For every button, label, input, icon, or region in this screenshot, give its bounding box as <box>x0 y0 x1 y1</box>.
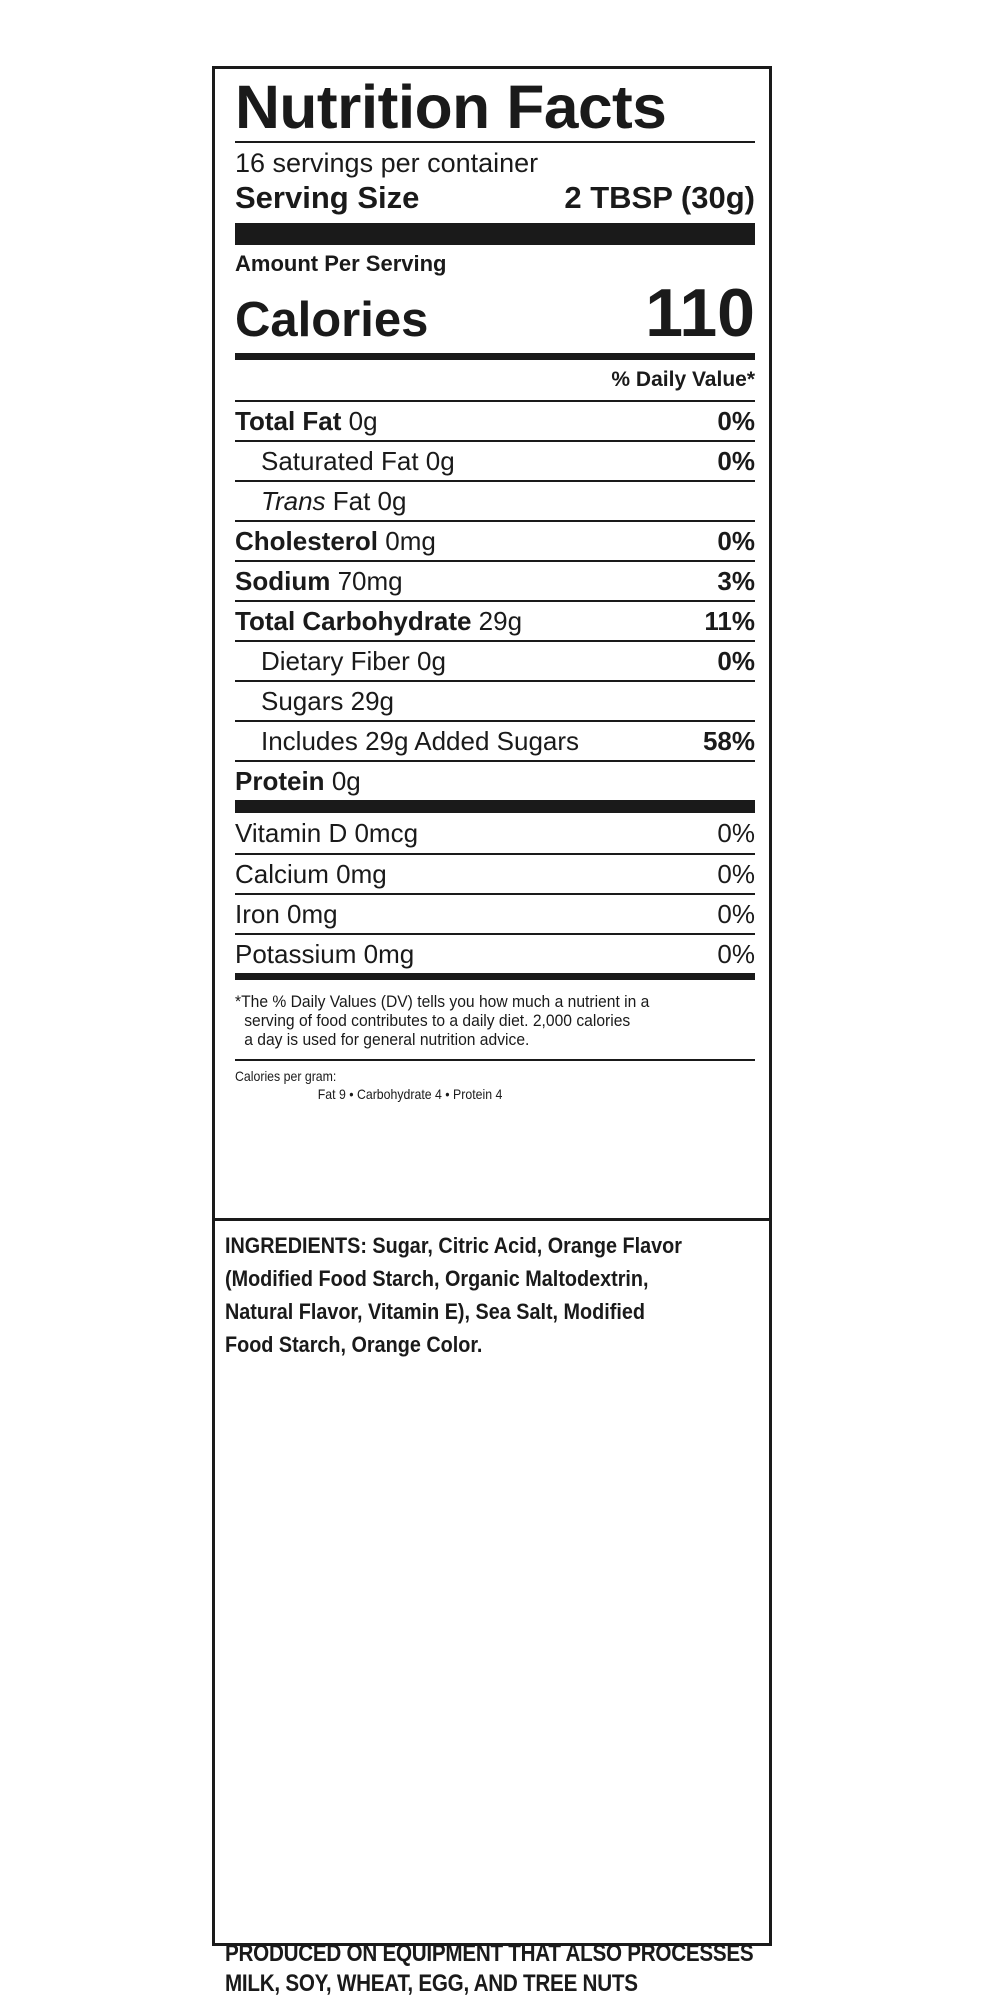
medium-divider <box>235 353 755 360</box>
allergen-statement <box>225 1939 754 1999</box>
nutrient-dv: 11% <box>704 605 755 636</box>
nutrient-amount: 29g <box>478 605 523 636</box>
nutrient-dv: 0% <box>717 445 755 476</box>
nutrient-row-sugars <box>235 680 755 720</box>
nutrient-row-protein <box>235 760 755 800</box>
daily-value-header: % Daily Value* <box>611 368 755 391</box>
vitamin-row-potassium <box>235 933 755 973</box>
calories-label: Calories <box>235 293 429 347</box>
footnote-line: serving of food contributes to a daily diet. 2,000 calories <box>244 1011 631 1030</box>
nutrient-row-cholesterol <box>235 520 755 560</box>
nutrient-amount: 0g <box>331 765 361 796</box>
footnote-line: a day is used for general nutrition advice. <box>244 1030 530 1049</box>
nutrient-row-total-fat <box>235 400 755 440</box>
vitamin-row-calcium <box>235 853 755 893</box>
allergen-line: MILK, SOY, WHEAT, EGG, AND TREE NUTS <box>225 1970 638 1997</box>
vitamin-dv: 0% <box>717 817 755 848</box>
amount-per-serving: Amount Per Serving <box>235 251 447 276</box>
vitamin-row-vitamin-d <box>235 813 755 853</box>
nutrient-name: Protein <box>235 765 325 796</box>
vitamin-dv: 0% <box>717 858 755 889</box>
nutrient-name: Sodium <box>235 565 331 596</box>
nutrition-facts-panel <box>235 69 755 1107</box>
nutrient-amount: 0g <box>348 405 378 436</box>
serving-size-value: 2 TBSP (30g) <box>564 180 755 215</box>
ingredients-text <box>225 1229 729 1361</box>
footnote-line: *The % Daily Values (DV) tells you how much a nutrient in a <box>235 992 650 1011</box>
nutrient-row-total-carbohydrate <box>235 600 755 640</box>
serving-size-label: Serving Size <box>235 180 420 215</box>
nutrient-name-italic: Trans <box>261 485 326 516</box>
nutrient-dv: 0% <box>717 525 755 556</box>
vitamin-row-iron <box>235 893 755 933</box>
nutrient-name: Total Carbohydrate <box>235 605 472 636</box>
calories-per-gram <box>235 1061 757 1107</box>
calories-value: 110 <box>645 275 755 351</box>
divider <box>235 141 755 143</box>
nutrient-name: Fat 0g <box>325 485 407 516</box>
ingredients-line: (Modified Food Starch, Organic Maltodextrin, <box>225 1266 649 1291</box>
daily-value-footnote <box>235 980 752 1059</box>
nutrient-amount: 0mg <box>385 525 436 556</box>
nutrient-dv: 0% <box>717 405 755 436</box>
nutrient-row-trans-fat <box>235 480 755 520</box>
heavy-divider <box>235 800 755 813</box>
nutrient-name: Includes 29g Added Sugars <box>261 725 580 756</box>
vitamin-name: Potassium 0mg <box>235 938 415 969</box>
nutrient-name: Saturated Fat 0g <box>261 445 455 476</box>
nutrient-name: Dietary Fiber 0g <box>261 645 446 676</box>
nutrient-name: Sugars 29g <box>261 685 394 716</box>
ingredients-divider <box>215 1218 769 1221</box>
nutrition-facts-title: Nutrition Facts <box>235 73 667 141</box>
calories-per-gram-detail: Fat 9 • Carbohydrate 4 • Protein 4 <box>317 1086 503 1102</box>
ingredients-line: INGREDIENTS: Sugar, Citric Acid, Orange Flavor <box>225 1233 682 1258</box>
ingredients-line: Food Starch, Orange Color. <box>225 1332 483 1357</box>
allergen-line: PRODUCED ON EQUIPMENT THAT ALSO PROCESSES <box>225 1940 754 1967</box>
ingredients-line: Natural Flavor, Vitamin E), Sea Salt, Modified <box>225 1299 645 1324</box>
medium-divider <box>235 973 755 980</box>
nutrient-dv: 58% <box>702 725 755 756</box>
calories-row <box>235 277 755 349</box>
nutrient-name: Total Fat <box>235 405 342 436</box>
nutrient-row-sodium <box>235 560 755 600</box>
nutrient-dv: 0% <box>717 645 755 676</box>
vitamin-name: Iron 0mg <box>235 898 338 929</box>
vitamin-name: Vitamin D 0mcg <box>235 817 419 848</box>
thick-divider <box>235 223 755 245</box>
vitamin-name: Calcium 0mg <box>235 858 387 889</box>
nutrient-dv: 3% <box>717 565 755 596</box>
nutrient-row-saturated-fat <box>235 440 755 480</box>
nutrient-amount: 70mg <box>337 565 403 596</box>
serving-size-row <box>235 179 755 217</box>
nutrient-row-dietary-fiber <box>235 640 755 680</box>
vitamin-dv: 0% <box>717 938 755 969</box>
nutrient-row-added-sugars <box>235 720 755 760</box>
nutrition-label <box>212 66 772 1997</box>
vitamin-dv: 0% <box>717 898 755 929</box>
servings-per-container: 16 servings per container <box>235 148 539 178</box>
nutrient-name: Cholesterol <box>235 525 379 556</box>
calories-per-gram-label: Calories per gram: <box>235 1068 337 1084</box>
